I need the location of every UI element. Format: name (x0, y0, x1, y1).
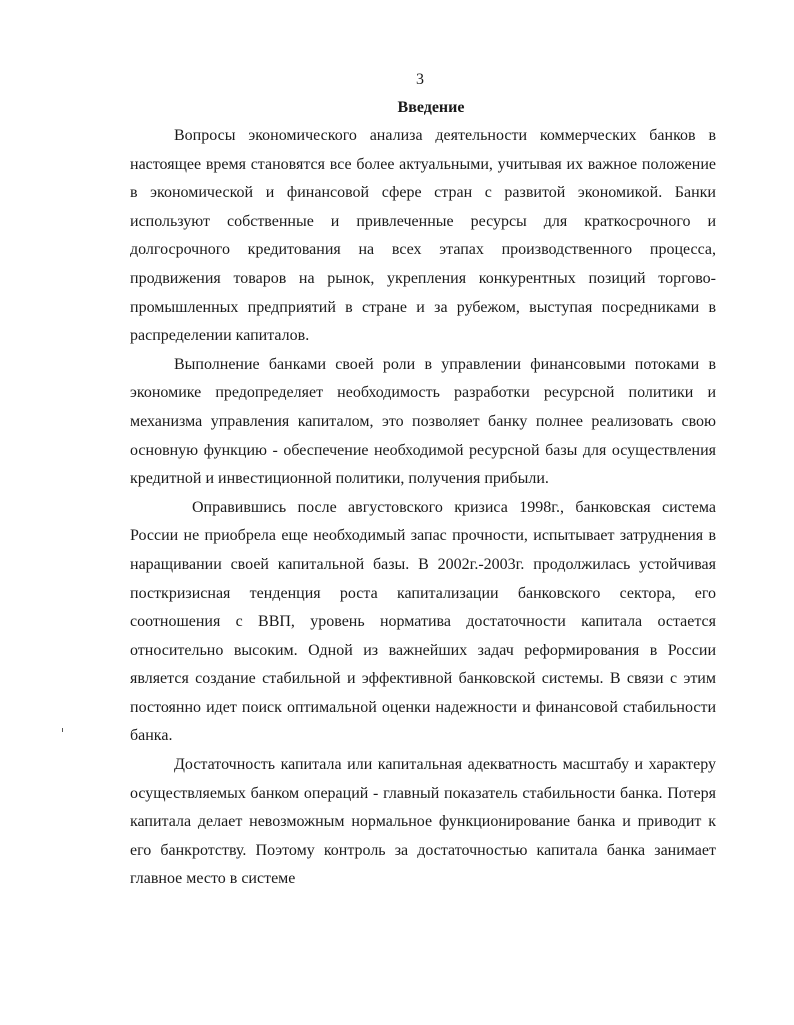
paragraph-1: Вопросы экономического анализа деятельности коммерческих банков в настоящее время становятся все более актуальными, учитывая их важное положение в экономической и финансовой сфере стран с развитой экономикой. Банки используют собственные и привлеченные ресурсы для краткосрочного и долгосрочного кредитования на всех этапах производственного процесса, продвижения товаров на рынок, укрепления конкурентных позиций торгово-промышленных предприятий в стране и за рубежом, выступая посредниками в распределении капиталов. (130, 127, 716, 345)
paragraph-3: Оправившись после августовского кризиса 1998г., банковская система России не приобрела еще необходимый запас прочности, испытывает затруднения в наращивании своей капитальной базы. В 2002г.-2003г. продолжилась устойчивая посткризисная тенденция роста капитализации банковского сектора, его соотношения с ВВП, уровень норматива достаточности капитала остается относительно высоким. Одной из важнейших задач реформирования в России является создание стабильной и эффективной банковской системы. В связи с этим постоянно идет поиск оптимальной оценки надежности и финансовой стабильности банка. (130, 498, 716, 745)
section-heading: Введение (397, 99, 465, 116)
body-text (130, 122, 716, 894)
scan-speck (62, 728, 63, 732)
page-number: 3 (416, 71, 424, 88)
paragraph-4: Достаточность капитала или капитальная адекватность масштабу и характеру осуществляемых банком операций - главный показатель стабильности банка. Потеря капитала делает невозможным нормальное функционирование банка и приводит к его банкротству. Поэтому контроль за достаточностью капитала банка занимает главное место в системе (130, 756, 716, 888)
paragraph-2: Выполнение банками своей роли в управлении финансовыми потоками в экономике предопределяет необходимость разработки ресурсной политики и механизма управления капиталом, это позволяет банку полнее реализовать свою основную функцию - обеспечение необходимой ресурсной базы для осуществления кредитной и инвестиционной политики, получения прибыли. (130, 355, 716, 488)
